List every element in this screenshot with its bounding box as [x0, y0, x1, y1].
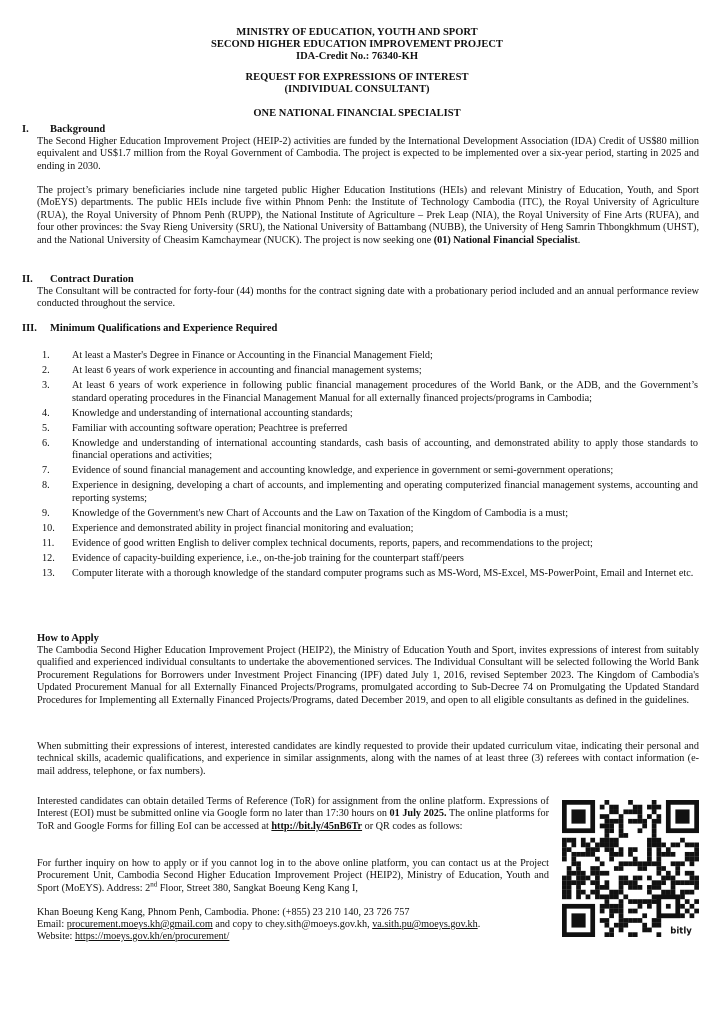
contact-email — [37, 919, 557, 931]
list-item — [42, 438, 698, 463]
email-link-primary[interactable]: procurement.moeys.kh@gmail.com — [66, 919, 213, 930]
credit-number: IDA-Credit No.: 76340-KH — [295, 51, 418, 62]
punctuation: . — [577, 234, 581, 246]
list-item-number: 6. — [42, 437, 50, 449]
list-item-text: Familiar with accounting software operation; Peachtree is preferred — [72, 422, 348, 434]
qualifications-list — [42, 350, 698, 583]
list-item — [42, 423, 698, 435]
section-title-contract: Contract Duration — [50, 274, 134, 285]
list-item — [42, 523, 698, 535]
email-link-secondary[interactable]: va.sith.pu@moeys.gov.kh — [372, 919, 478, 930]
section-title-apply: How to Apply — [37, 633, 99, 644]
tor-text: Interested candidates can obtain detailed Terms of Reference (ToR) for assignment from the online platform. Expressions of Interest (EOI) must be submitted online via Google form no later than 17:30 hours on — [37, 796, 549, 820]
list-item-number: 12. — [42, 553, 55, 565]
list-item — [42, 480, 698, 505]
position-highlight: (01) National Financial Specialist — [433, 234, 578, 246]
contact-website — [37, 931, 549, 943]
list-item-text: Experience and demonstrated ability in project financial monitoring and evaluation; — [72, 523, 414, 535]
list-item-text: Computer literate with a thorough knowledge of the standard computer programs such as MS-Word, MS-Excel, MS-PowerPoint, Email and Internet etc. — [72, 568, 694, 580]
list-item-text: Knowledge and understanding of international accounting standards; — [72, 407, 353, 419]
list-item — [42, 365, 698, 377]
apply-paragraph-4 — [37, 858, 549, 895]
list-item-text: At least 6 years of work experience in following public financial management procedures of the World Bank, or the ADB, and the Government’s standard operating procedures in the Financial Management Manual for all externally financed projects/programs in Cambodia; — [72, 380, 698, 404]
list-item-number: 1. — [42, 350, 50, 361]
list-item — [42, 380, 698, 405]
list-item-number: 4. — [42, 407, 50, 419]
email-label: Email: — [37, 919, 67, 930]
apply-paragraph-1: The Cambodia Second Higher Education Improvement Project (HEIP2), the Ministry of Education Youth and Sport, invites expressions of interest from suitably qualified and experienced individual consultants to undertake the abovementioned services. The Individual Consultant will be selected following the World Bank Procurement Regulations for Borrowers under Investment Project Financing (IPF) dated July 1, 2016, revised September 2023. The Kingdom of Cambodia's Updated Procurement Manual for all Externally Financed Projects/Programs, promulgated according to Sub-Decree 74 on Promulgating the Updated Standard Procedures for Implementing all Externally Financed Projects/Programs, dated December 2019, and open to all eligible consultants as defined in the guidelines. — [37, 645, 699, 706]
section-title-background: Background — [50, 124, 106, 135]
qr-label: bitly — [670, 926, 692, 937]
list-item-text: Evidence of capacity-building experience, i.e., on-the-job training for the counterpart staff/peers — [72, 553, 464, 565]
request-title: REQUEST FOR EXPRESSIONS OF INTEREST — [245, 72, 469, 83]
list-item-text: Knowledge of the Government's new Chart of Accounts and the Law on Taxation of the Kingdom of Cambodia is a must; — [72, 507, 569, 519]
list-item-number: 10. — [42, 523, 55, 535]
request-subtitle: (INDIVIDUAL CONSULTANT) — [284, 84, 430, 95]
apply-paragraph-3 — [37, 796, 549, 833]
ministry-name: MINISTRY OF EDUCATION, YOUTH AND SPORT — [236, 27, 478, 38]
apply-paragraph-2: When submitting their expressions of interest, interested candidates are kindly requested to provide their updated curriculum vitae, indicating their personal and technical skills, academic qualifications, and experience in similar assignments, along with the names of at least three (3) referees with contact information (e-mail address, telephone, or fax numbers). — [37, 741, 699, 777]
section-number: II. — [22, 274, 33, 285]
list-item — [42, 508, 698, 520]
list-item-number: 9. — [42, 507, 50, 519]
list-item-number: 5. — [42, 422, 50, 434]
list-item-number: 2. — [42, 365, 50, 377]
list-item — [42, 350, 698, 362]
address-text: Floor, Street 380, Sangkat Boeung Keng Kang I, — [157, 882, 358, 894]
qr-text: or QR codes as follows: — [362, 820, 463, 832]
list-item-number: 3. — [42, 380, 50, 392]
section-title-qualifications: Minimum Qualifications and Experience Required — [50, 323, 278, 334]
background-paragraph-1: The Second Higher Education Improvement Project (HEIP-2) activities are funded by the International Development Association (IDA) Credit of US$80 million equivalent and US$1.7 million from the Royal Government of Cambodia. The project is expected to be implemented over a six-year period, starting in 2025 and ending in 2030. — [37, 136, 699, 172]
list-item-text: Knowledge and understanding of international accounting standards, cash basis of accounting, and demonstrated ability to apply those standards to financial operations and activities; — [72, 437, 698, 462]
deadline: 01 July 2025. — [389, 808, 447, 820]
section-number: III. — [22, 323, 37, 334]
list-item — [42, 568, 698, 580]
list-item-number: 13. — [42, 568, 55, 580]
list-item-number: 7. — [42, 465, 50, 477]
inquiry-text: For further inquiry on how to apply or if you cannot log in to the above online platform, you can contact us at the Project Procurement Unit, Cambodia Second Higher Education Improvement Project (HEIP2), Ministry of Education, Youth and Sport (MoEYS). Address: 2 — [37, 858, 549, 894]
website-link[interactable]: https://moeys.gov.kh/en/procurement/ — [74, 931, 230, 942]
contact-address: Khan Boeung Keng Kang, Phnom Penh, Cambodia. Phone: (+855) 23 210 140, 23 726 757 — [37, 907, 410, 918]
list-item-number: 8. — [42, 480, 50, 492]
platform-text: The online platforms for ToR and Google Forms for filling EoI can be accessed at — [37, 808, 549, 832]
ordinal-suffix: nd — [150, 880, 158, 889]
email-copy-text: and copy to chey.sith@moeys.gov.kh, — [212, 919, 373, 930]
list-item-text: Experience in designing, developing a chart of accounts, and implementing and operating computerized financial management systems, accounting and reporting systems; — [72, 480, 698, 504]
list-item — [42, 465, 698, 477]
list-item — [42, 553, 698, 565]
section-number: I. — [22, 124, 29, 135]
background-text: The project’s primary beneficiaries include nine targeted public Higher Education Institutions (HEIs) and relevant Ministry of Education, Youth, and Sport (MoEYS) departments. The public HEIs include five within Phnom Penh: the Institute of Technology Cambodia (ITC), the Royal University of Agriculture (RUA), the Royal University of Phnom Penh (RUPP), the National Institute of Agriculture – Prek Leap (NIA), the Royal University of Fine Arts (RUFA), and four other provinces: the Svay Rieng University (SRU), the National University of Battambang (NUBB), the University of Heng Samrin Thbongkhmum (UHST), and the National University of Cheasim Kamchaymear (NUCK). The project is now seeking one — [37, 185, 699, 246]
bitly-link[interactable]: http://bit.ly/45nB6Tr — [271, 820, 363, 832]
background-paragraph-2 — [37, 185, 699, 247]
list-item — [42, 538, 698, 550]
punctuation: . — [477, 919, 481, 930]
list-item-text: At least 6 years of work experience in accounting and financial management systems; — [72, 365, 422, 377]
list-item — [42, 408, 698, 420]
project-name: SECOND HIGHER EDUCATION IMPROVEMENT PROJECT — [211, 39, 503, 50]
list-item-text: At least a Master's Degree in Finance or Accounting in the Financial Management Field; — [72, 350, 433, 361]
contract-paragraph: The Consultant will be contracted for forty-four (44) months for the contract signing date with a probationary period included and an annual performance review conducted throughout the service. — [37, 286, 699, 310]
list-item-text: Evidence of sound financial management and accounting knowledge, and experience in government or semi-government operations; — [72, 465, 614, 477]
position-title: ONE NATIONAL FINANCIAL SPECIALIST — [253, 108, 461, 119]
list-item-text: Evidence of good written English to deliver complex technical documents, reports, papers, and recommendations to the project; — [72, 538, 593, 550]
qr-code-icon[interactable] — [562, 800, 699, 937]
website-label: Website: — [37, 931, 75, 942]
list-item-number: 11. — [42, 538, 55, 550]
